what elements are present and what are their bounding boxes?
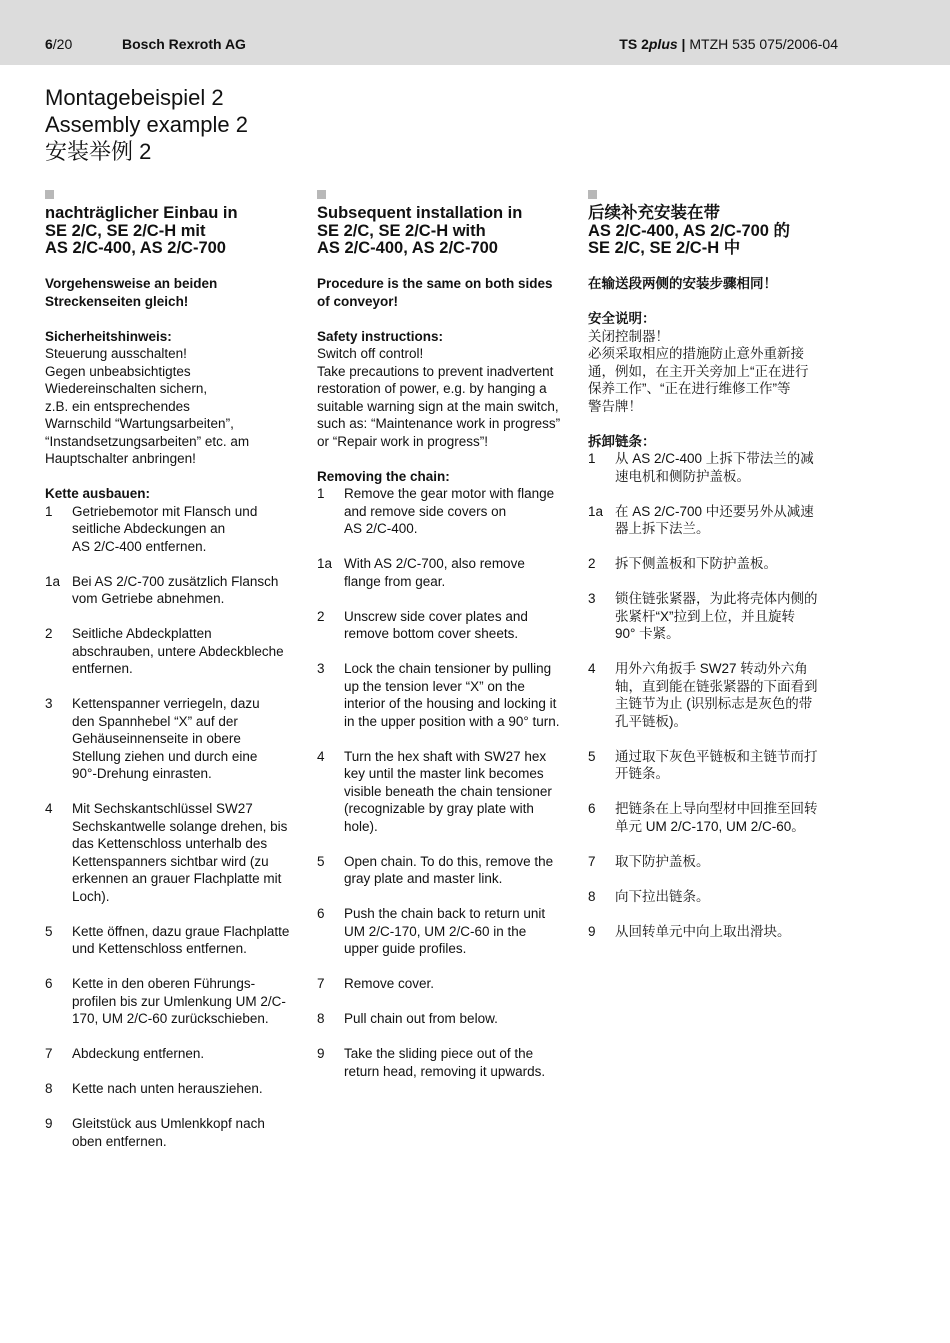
step-item (45, 503, 300, 556)
safety-title: Safety instructions: (317, 328, 444, 344)
column-en (317, 190, 572, 1080)
step-text: Take the sliding piece out of the return head, removing it upwards. (344, 1046, 546, 1079)
step-number: 3 (588, 591, 596, 606)
step-item (45, 1080, 300, 1098)
step-number: 2 (45, 626, 53, 641)
step-text: Open chain. To do this, remove the gray plate and master link. (344, 853, 554, 886)
step-text: Lock the chain tensioner by pulling up the tension lever “X” on the interior of the housing and locking it in the upper position with a 90° turn. (344, 661, 560, 729)
step-text: 把链条在上导向型材中回推至回转 单元 UM 2/C-170, UM 2/C-60。 (615, 801, 818, 834)
step-item (588, 923, 843, 941)
step-item (588, 800, 843, 835)
step-item (45, 975, 300, 1028)
step-item (317, 1045, 572, 1080)
safety-text: Steuerung ausschalten! Gegen unbeabsichtigtes Wiedereinschalten sichern, z.B. ein entsprechendes Warnschild “Wartungsarbeiten”, “Instandsetzungsarbeiten” etc. am Hauptschalter anbringen! (45, 346, 250, 466)
step-number: 6 (317, 906, 325, 921)
step-text: Kettenspanner verriegeln, dazu den Spannhebel “X” auf der Gehäuseinnenseite in obere Stellung ziehen und durch eine 90°-Drehung einrasten. (72, 696, 260, 781)
step-item (317, 975, 572, 993)
section-bullet-icon (45, 190, 54, 199)
safety-text: Switch off control! Take precautions to prevent inadvertent restoration of power, e.g. by hanging a suitable warning sign at the main switch, such as: “Maintenance work in progress” or “Repair work in progress”! (317, 346, 561, 449)
step-text: Pull chain out from below. (344, 1011, 498, 1026)
step-number: 4 (317, 748, 325, 764)
step-item (317, 853, 572, 888)
title-de: Montagebeispiel 2 (45, 85, 224, 110)
step-number: 8 (317, 1011, 325, 1026)
step-text: Abdeckung entfernen. (72, 1046, 205, 1061)
step-item (45, 1115, 300, 1150)
step-item (588, 450, 843, 485)
step-text: With AS 2/C-700, also remove flange from gear. (344, 556, 525, 589)
step-text: Remove cover. (344, 976, 435, 991)
step-text: Bei AS 2/C-700 zusätzlich Flansch vom Getriebe abnehmen. (72, 573, 279, 606)
company-name: Bosch Rexroth AG (122, 36, 246, 52)
section-heading: 后续补充安装在带 AS 2/C-400, AS 2/C-700 的 SE 2/C, SE 2/C-H 中 (588, 204, 791, 257)
step-text: 锁住链张紧器，为此将壳体内侧的 张紧杆“X”拉到上位，并且旋转 90° 卡紧。 (615, 591, 818, 641)
step-item (317, 555, 572, 590)
step-number: 9 (588, 923, 596, 939)
step-number: 1a (588, 503, 604, 519)
step-item (317, 660, 572, 730)
step-number: 9 (45, 1116, 53, 1131)
step-number: 6 (588, 801, 596, 816)
step-number: 7 (588, 853, 596, 869)
step-text: Mit Sechskantschlüssel SW27 Sechskantwelle solange drehen, bis das Kettenschloss unterhalb des Kettenspanners sichtbar wird (zu erkennen an grauer Flachplatte mit Loch). (72, 801, 288, 904)
section-heading: Subsequent installation in SE 2/C, SE 2/C-H with AS 2/C-400, AS 2/C-700 (317, 204, 523, 257)
step-number: 7 (45, 1046, 53, 1061)
step-number: 5 (588, 748, 596, 764)
section-heading: nachträglicher Einbau in SE 2/C, SE 2/C-H mit AS 2/C-400, AS 2/C-700 (45, 204, 238, 257)
step-item (588, 660, 843, 730)
step-number: 3 (317, 661, 325, 676)
page-title (45, 84, 248, 165)
step-item (588, 748, 843, 783)
step-number: 9 (317, 1046, 325, 1061)
column-zh (588, 190, 843, 940)
step-number: 1 (317, 486, 325, 501)
step-item (317, 1010, 572, 1028)
step-text: 用外六角扳手 SW27 转动外六角 轴，直到能在链张紧器的下面看到 主链节为止 (识别标志是灰色的带 孔平链板)。 (615, 661, 818, 729)
step-number: 8 (588, 888, 596, 904)
safety-title: Sicherheitshinweis: (45, 328, 172, 344)
step-number: 1 (588, 451, 596, 466)
step-item (317, 748, 572, 836)
step-number: 8 (45, 1081, 53, 1096)
step-item (317, 905, 572, 958)
step-text: 拆下侧盖板和下防护盖板。 (615, 556, 777, 571)
step-item (317, 608, 572, 643)
step-text: Remove the gear motor with flange and remove side covers on AS 2/C-400. (344, 486, 555, 536)
step-item (45, 1045, 300, 1063)
step-item (588, 590, 843, 643)
page-number: 6/20 (45, 36, 73, 52)
step-text: Unscrew side cover plates and remove bottom cover sheets. (344, 608, 528, 641)
remove-chain-title: Kette ausbauen: (45, 486, 151, 501)
remove-chain-title: Removing the chain: (317, 468, 450, 484)
step-text: Kette öffnen, dazu graue Flachplatte und Kettenschloss entfernen. (72, 923, 290, 956)
step-number: 1a (317, 556, 333, 571)
step-number: 6 (45, 976, 53, 991)
title-zh: 安装举例 2 (45, 139, 152, 164)
step-item (588, 503, 843, 538)
step-item (588, 853, 843, 871)
step-number: 4 (45, 801, 53, 816)
section-bullet-icon (317, 190, 326, 199)
step-number: 1a (45, 573, 61, 589)
doc-reference: TS 2plus | MTZH 535 075/2006-04 (619, 36, 838, 52)
step-text: 从回转单元中向上取出滑块。 (615, 923, 791, 939)
step-text: 通过取下灰色平链板和主链节而打 开链条。 (615, 748, 818, 781)
procedure-note: Vorgehensweise an beiden Streckenseiten gleich! (45, 276, 218, 309)
procedure-note: Procedure is the same on both sides of conveyor! (317, 276, 553, 309)
step-text: Kette in den oberen Führungs- profilen bis zur Umlenkung UM 2/C- 170, UM 2/C-60 zurückschieben. (72, 976, 286, 1026)
step-text: 向下拉出链条。 (615, 888, 710, 904)
safety-title: 安全说明： (588, 311, 656, 326)
step-item (45, 800, 300, 905)
safety-text: 关闭控制器！ 必须采取相应的措施防止意外重新接 通，例如，在主开关旁加上“正在进行 保养工作”、“正在进行维修工作”等 警告牌！ (588, 328, 809, 414)
step-text: Getriebemotor mit Flansch und seitliche Abdeckungen an AS 2/C-400 entfernen. (72, 503, 258, 554)
step-text: Gleitstück aus Umlenkkopf nach oben entfernen. (72, 1116, 265, 1149)
remove-chain-title: 拆卸链条： (588, 433, 656, 449)
step-item (45, 923, 300, 958)
step-item (45, 695, 300, 783)
step-item (45, 573, 300, 608)
page-header (0, 0, 950, 65)
step-text: Seitliche Abdeckplatten abschrauben, untere Abdeckbleche entfernen. (72, 626, 284, 676)
step-number: 3 (45, 696, 53, 711)
section-bullet-icon (588, 190, 597, 199)
step-number: 1 (45, 503, 53, 519)
step-number: 7 (317, 976, 325, 991)
step-text: 从 AS 2/C-400 上拆下带法兰的减 速电机和侧防护盖板。 (615, 451, 814, 484)
step-text: 在 AS 2/C-700 中还要另外从减速 器上拆下法兰。 (615, 503, 814, 536)
step-item (588, 888, 843, 906)
step-text: Push the chain back to return unit UM 2/C-170, UM 2/C-60 in the upper guide profiles. (344, 906, 546, 956)
step-item (588, 555, 843, 573)
step-text: Turn the hex shaft with SW27 hex key until the master link becomes visible beneath the chain tensioner (recognizable by gray plate with hole). (344, 748, 552, 834)
step-number: 5 (45, 923, 53, 939)
step-item (45, 625, 300, 678)
procedure-note: 在输送段两侧的安装步骤相同！ (588, 276, 777, 291)
step-number: 5 (317, 853, 325, 869)
step-text: Kette nach unten herausziehen. (72, 1081, 263, 1096)
step-text: 取下防护盖板。 (615, 853, 710, 869)
title-en: Assembly example 2 (45, 112, 248, 137)
step-number: 2 (588, 556, 596, 571)
column-de (45, 190, 300, 1150)
step-number: 4 (588, 661, 596, 676)
step-number: 2 (317, 608, 325, 624)
step-item (317, 485, 572, 538)
